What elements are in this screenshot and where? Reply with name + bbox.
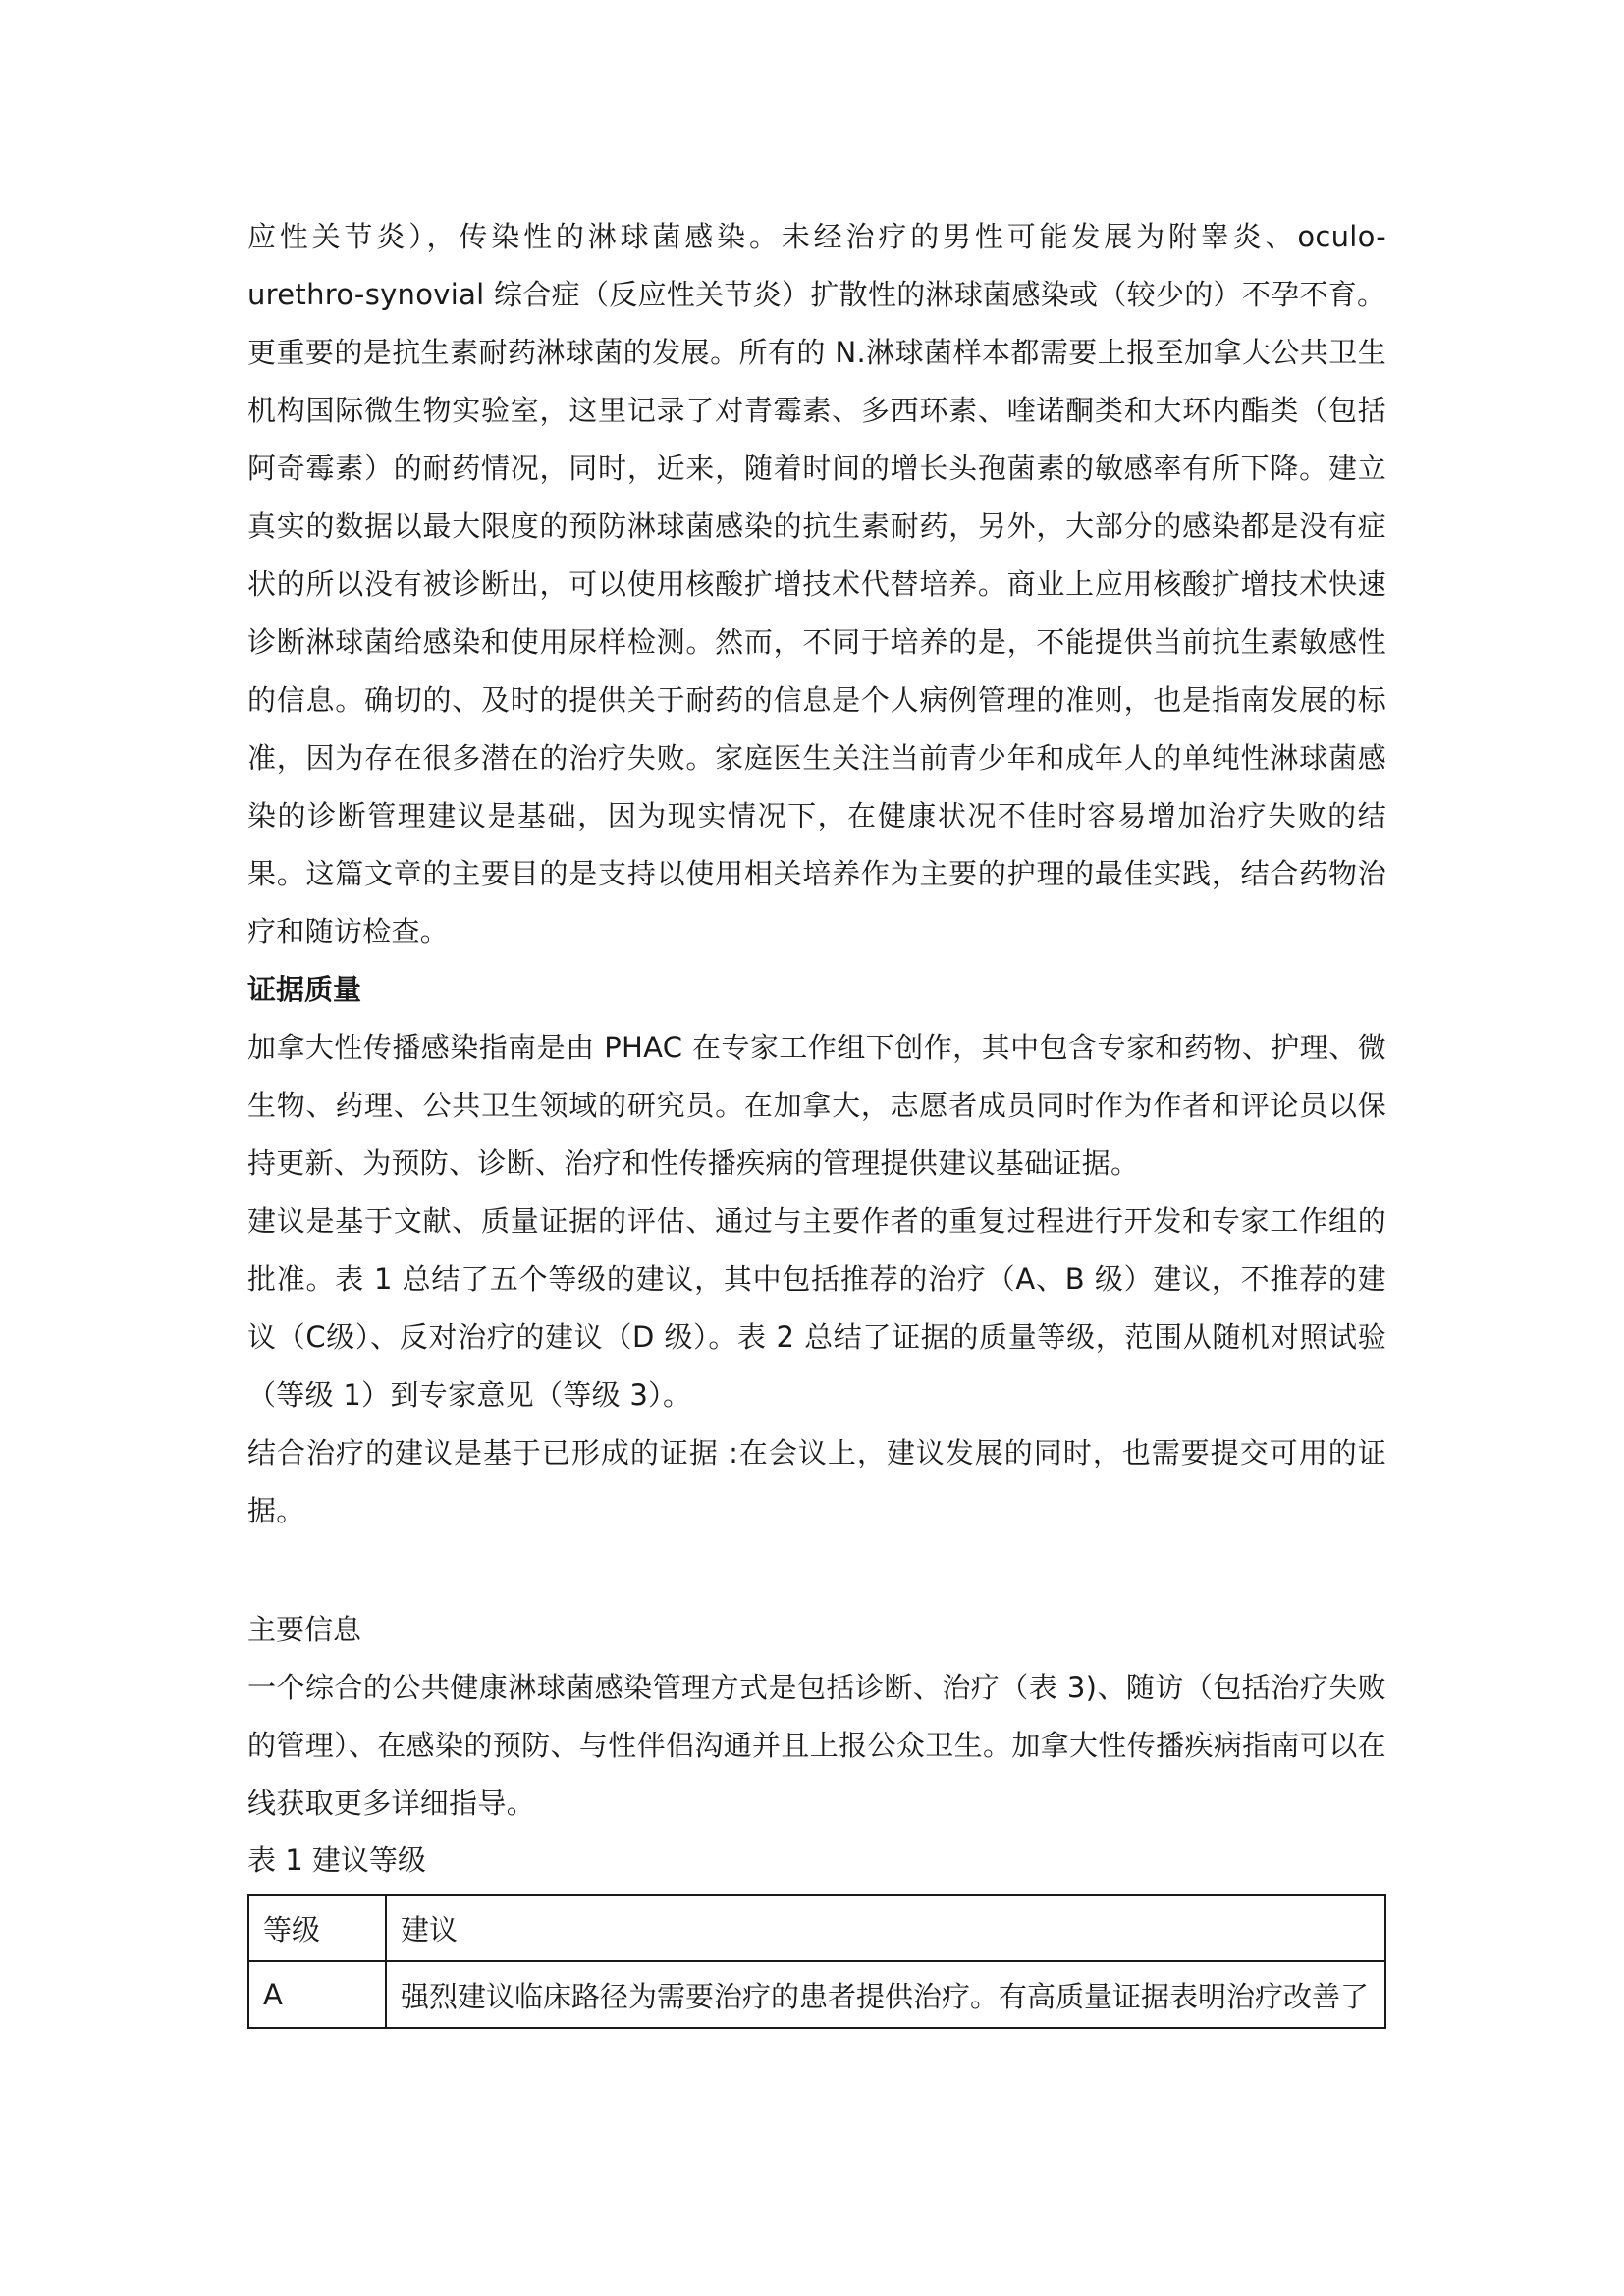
paragraph-key-info: 一个综合的公共健康淋球菌感染管理方式是包括诊断、治疗（表 3)、随访（包括治疗失败的管理）、在感染的预防、与性伴侣沟通并且上报公众卫生。加拿大性传播疾病指南可以在线获取更多详细指导。 xyxy=(247,1671,1386,1820)
table-cell-grade: A xyxy=(248,1961,386,2028)
section-heading-evidence-quality: 证据质量 xyxy=(247,973,362,1006)
table-row xyxy=(248,1961,1385,2028)
paragraph-complications: 应性关节炎），传染性的淋球菌感染。未经治疗的男性可能发展为附睾炎、oculo-urethro-synovial 综合症（反应性关节炎）扩散性的淋球菌感染或（较少的）不孕不育。 xyxy=(247,220,1386,311)
table-header-grade: 等级 xyxy=(248,1895,386,1961)
table-header-row xyxy=(248,1895,1385,1961)
paragraph-antibiotic-resistance: 更重要的是抗生素耐药淋球菌的发展。所有的 N.淋球菌样本都需要上报至加拿大公共卫生机构国际微生物实验室，这里记录了对青霉素、多西环素、喹诺酮类和大环内酯类（包括阿奇霉素）的耐药情况，同时，近来，随着时间的增长头孢菌素的敏感率有所下降。建立真实的数据以最大限度的预防淋球菌感染的抗生素耐药，另外，大部分的感染都是没有症状的所以没有被诊断出，可以使用核酸扩增技术代替培养。商业上应用核酸扩增技术快速诊断淋球菌给感染和使用尿样检测。然而，不同于培养的是，不能提供当前抗生素敏感性的信息。确切的、及时的提供关于耐药的信息是个人病例管理的准则，也是指南发展的标准，因为存在很多潜在的治疗失败。家庭医生关注当前青少年和成年人的单纯性淋球菌感染的诊断管理建议是基础，因为现实情况下，在健康状况不佳时容易增加治疗失败的结果。这篇文章的主要目的是支持以使用相关培养作为主要的护理的最佳实践，结合药物治疗和随访检查。 xyxy=(247,336,1386,948)
table-cell-recommendation: 强烈建议临床路径为需要治疗的患者提供治疗。有高质量证据表明治疗改善了 xyxy=(386,1961,1385,2028)
recommendation-grade-table xyxy=(247,1894,1386,2029)
table-header-recommendation: 建议 xyxy=(386,1895,1385,1961)
paragraph-combined-therapy: 结合治疗的建议是基于已形成的证据 :在会议上，建议发展的同时，也需要提交可用的证据。 xyxy=(247,1436,1386,1527)
paragraph-guideline-authorship: 加拿大性传播感染指南是由 PHAC 在专家工作组下创作，其中包含专家和药物、护理、微生物、药理、公共卫生领域的研究员。在加拿大，志愿者成员同时作为作者和评论员以保持更新、为预防、诊断、治疗和性传播疾病的管理提供建议基础证据。 xyxy=(247,1031,1386,1180)
section-heading-key-info: 主要信息 xyxy=(247,1613,362,1646)
table-caption: 表 1 建议等级 xyxy=(247,1843,426,1877)
paragraph-recommendation-grades: 建议是基于文献、质量证据的评估、通过与主要作者的重复过程进行开发和专家工作组的批准。表 1 总结了五个等级的建议，其中包括推荐的治疗（A、B 级）建议，不推荐的建议（C级）、反对治疗的建议（D 级）。表 2 总结了证据的质量等级，范围从随机对照试验（等级 1）到专家意见（等级 3）。 xyxy=(247,1204,1386,1412)
section-gap xyxy=(247,1540,1386,1601)
document-page xyxy=(247,208,1386,2029)
